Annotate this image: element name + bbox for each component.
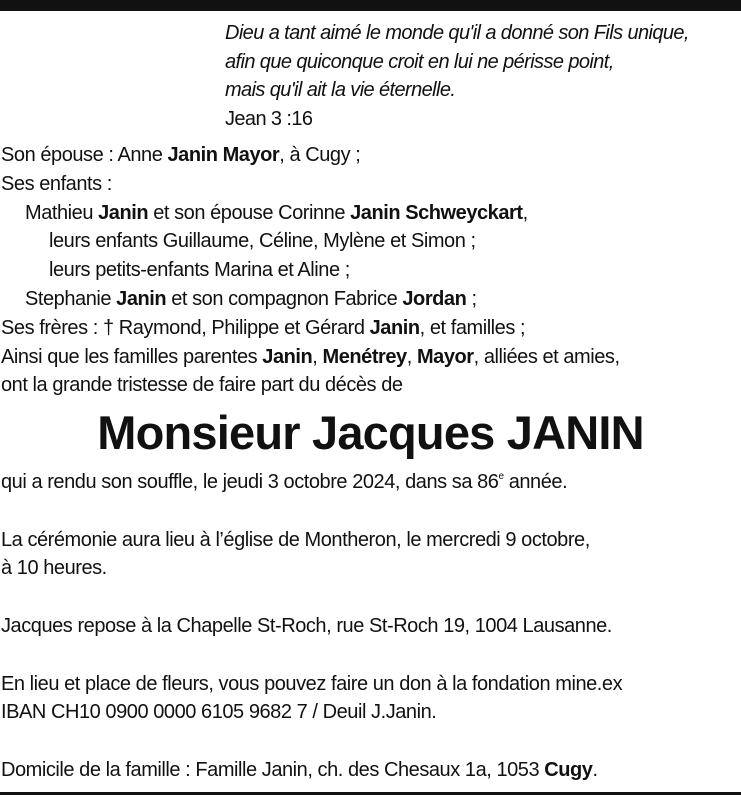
top-border (0, 0, 741, 11)
donation-iban-line: IBAN CH10 0900 0000 6105 9682 7 / Deuil J.Janin. (1, 701, 437, 724)
relative-family-name: Mayor (416, 345, 474, 368)
ceremony-line: à 10 heures. (1, 557, 107, 580)
ordinal-suffix: e (498, 471, 504, 482)
child-partner-name: Janin Schweyckart (350, 201, 523, 224)
relatives-separator: , (312, 345, 323, 368)
relatives-suffix: , alliées et amies, (473, 345, 620, 368)
child-first-name: Mathieu (25, 201, 99, 224)
brothers-prefix: Ses frères : † Raymond, Philippe et Gérard (1, 316, 370, 339)
domicile-end: . (592, 758, 598, 781)
verse-reference: Jean 3 :16 (225, 108, 313, 131)
child-line-end: ; (466, 287, 477, 310)
spacer (1, 583, 739, 612)
notice-details (1, 468, 739, 785)
spouse-line (1, 141, 739, 170)
great-grandchildren-line: leurs petits-enfants Marina et Aline ; (49, 259, 350, 282)
child-partner-text: et son compagnon Fabrice (166, 287, 403, 310)
relatives-line (1, 343, 739, 372)
spacer (1, 497, 739, 526)
bible-verse (225, 19, 735, 134)
donation-line: En lieu et place de fleurs, vous pouvez faire un don à la fondation mine.ex (1, 672, 623, 695)
brothers-suffix: , et familles ; (419, 316, 526, 339)
domicile-line (1, 756, 739, 785)
brothers-name: Janin (369, 316, 420, 339)
spacer (1, 641, 739, 670)
child-line (1, 199, 739, 228)
child-partner-name: Jordan (402, 287, 467, 310)
death-text-end: année. (503, 471, 568, 493)
brothers-line (1, 314, 739, 343)
children-label: Ses enfants : (1, 172, 112, 195)
child-partner-text: et son épouse Corinne (148, 201, 351, 224)
domicile-city: Cugy (544, 758, 593, 781)
spouse-name: Janin Mayor (167, 144, 280, 166)
family-list (1, 141, 739, 400)
domicile-text: Domicile de la famille : Famille Janin, ch. des Chesaux 1a, 1053 (1, 758, 545, 781)
death-line (1, 468, 739, 497)
spouse-prefix: Son épouse : Anne (1, 144, 168, 166)
child-last-name: Janin (116, 287, 167, 310)
verse-line: Dieu a tant aimé le monde qu'il a donné son Fils unique, (225, 22, 689, 44)
ceremony-line: La cérémonie aura lieu à l’église de Montheron, le mercredi 9 octobre, (1, 528, 590, 551)
child-line (1, 285, 739, 314)
spouse-suffix: , à Cugy ; (279, 144, 361, 166)
rest-location-line: Jacques repose à la Chapelle St-Roch, rue St-Roch 19, 1004 Lausanne. (1, 614, 612, 637)
verse-line: mais qu'il ait la vie éternelle. (225, 79, 456, 102)
deceased-name: Monsieur Jacques JANIN (97, 406, 644, 459)
child-line-end: , (522, 201, 528, 224)
relatives-prefix: Ainsi que les familles parentes (1, 345, 263, 368)
spacer (1, 727, 739, 756)
grandchildren-line: leurs enfants Guillaume, Céline, Mylène et Simon ; (49, 230, 476, 253)
relative-family-name: Janin (262, 345, 313, 368)
announcement-line: ont la grande tristesse de faire part du décès de (1, 374, 403, 397)
relative-family-name: Menétrey (322, 345, 407, 368)
relatives-separator: , (406, 345, 417, 368)
bottom-border (0, 792, 741, 795)
child-last-name: Janin (98, 201, 149, 224)
death-text: qui a rendu son souffle, le jeudi 3 octobre 2024, dans sa 86 (1, 471, 499, 493)
verse-line: afin que quiconque croit en lui ne périsse point, (225, 50, 614, 73)
child-first-name: Stephanie (25, 287, 117, 310)
